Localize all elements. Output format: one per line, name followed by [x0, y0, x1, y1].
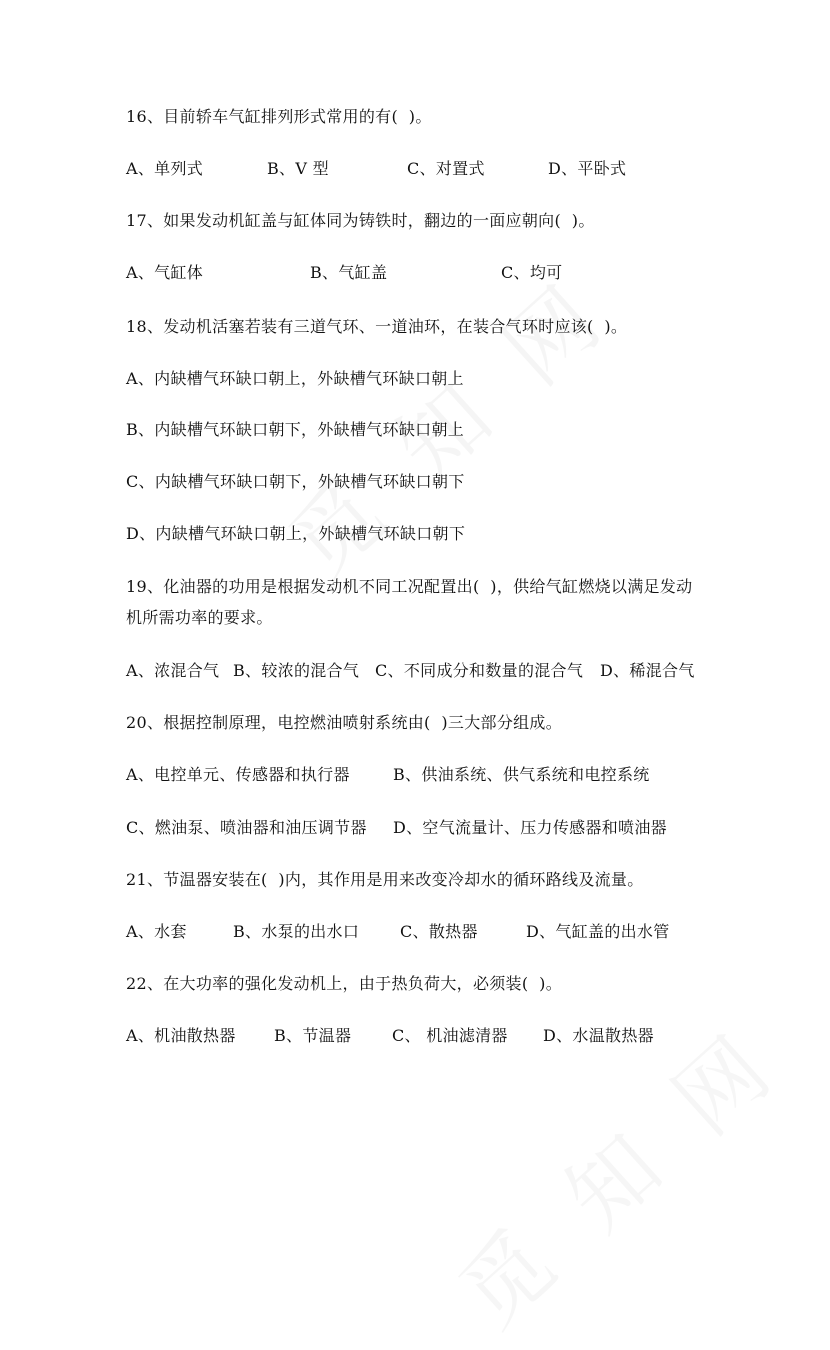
- option-c: C、燃油泵、喷油器和油压调节器: [126, 818, 367, 837]
- option-b: B、内缺槽气环缺口朝下，外缺槽气环缺口朝上: [126, 420, 465, 439]
- option-a: A、气缸体: [126, 263, 204, 282]
- question-21: 21、节温器安装在( )内，其作用是用来改变冷却水的循环路线及流量。: [126, 870, 644, 889]
- option-d: D、内缺槽气环缺口朝上，外缺槽气环缺口朝下: [126, 524, 466, 543]
- option-c: C、对置式: [407, 159, 485, 178]
- watermark: [428, 996, 802, 1350]
- option-a: A、电控单元、传感器和执行器: [126, 765, 350, 784]
- option-a: A、机油散热器: [126, 1026, 236, 1045]
- option-c: C、 机油滤清器: [392, 1026, 508, 1045]
- option-a: A、内缺槽气环缺口朝上，外缺槽气环缺口朝上: [126, 369, 464, 388]
- option-a: A、浓混合气: [126, 661, 220, 680]
- option-c: C、均可: [501, 263, 563, 282]
- option-d: D、气缸盖的出水管: [526, 922, 670, 941]
- question-20: 20、根据控制原理，电控燃油喷射系统由( )三大部分组成。: [126, 713, 563, 732]
- question-19: 19、化油器的功用是根据发动机不同工况配置出( )，供给气缸燃烧以满足发动: [126, 577, 693, 596]
- option-d: D、稀混合气: [600, 661, 695, 680]
- question-16: 16、目前轿车气缸排列形式常用的有( )。: [126, 107, 432, 126]
- question-22: 22、在大功率的强化发动机上，由于热负荷大，必须装( )。: [126, 974, 563, 993]
- option-b: B、气缸盖: [310, 263, 388, 282]
- question-19-continued: 机所需功率的要求。: [126, 608, 273, 627]
- option-c: C、散热器: [400, 922, 478, 941]
- option-c: C、不同成分和数量的混合气: [375, 661, 584, 680]
- option-a: A、水套: [126, 922, 187, 941]
- option-d: D、空气流量计、压力传感器和喷油器: [393, 818, 667, 837]
- question-18: 18、发动机活塞若装有三道气环、一道油环，在装合气环时应该( )。: [126, 317, 628, 336]
- option-a: A、单列式: [126, 159, 204, 178]
- option-d: D、水温散热器: [543, 1026, 654, 1045]
- option-d: D、平卧式: [548, 159, 627, 178]
- option-c: C、内缺槽气环缺口朝下，外缺槽气环缺口朝下: [126, 472, 465, 491]
- option-b: B、供油系统、供气系统和电控系统: [393, 765, 650, 784]
- option-b: B、较浓的混合气: [233, 661, 360, 680]
- question-17: 17、如果发动机缸盖与缸体同为铸铁时，翻边的一面应朝向( )。: [126, 211, 595, 230]
- option-b: B、V 型: [267, 159, 329, 178]
- option-b: B、节温器: [274, 1026, 352, 1045]
- option-b: B、水泵的出水口: [233, 922, 360, 941]
